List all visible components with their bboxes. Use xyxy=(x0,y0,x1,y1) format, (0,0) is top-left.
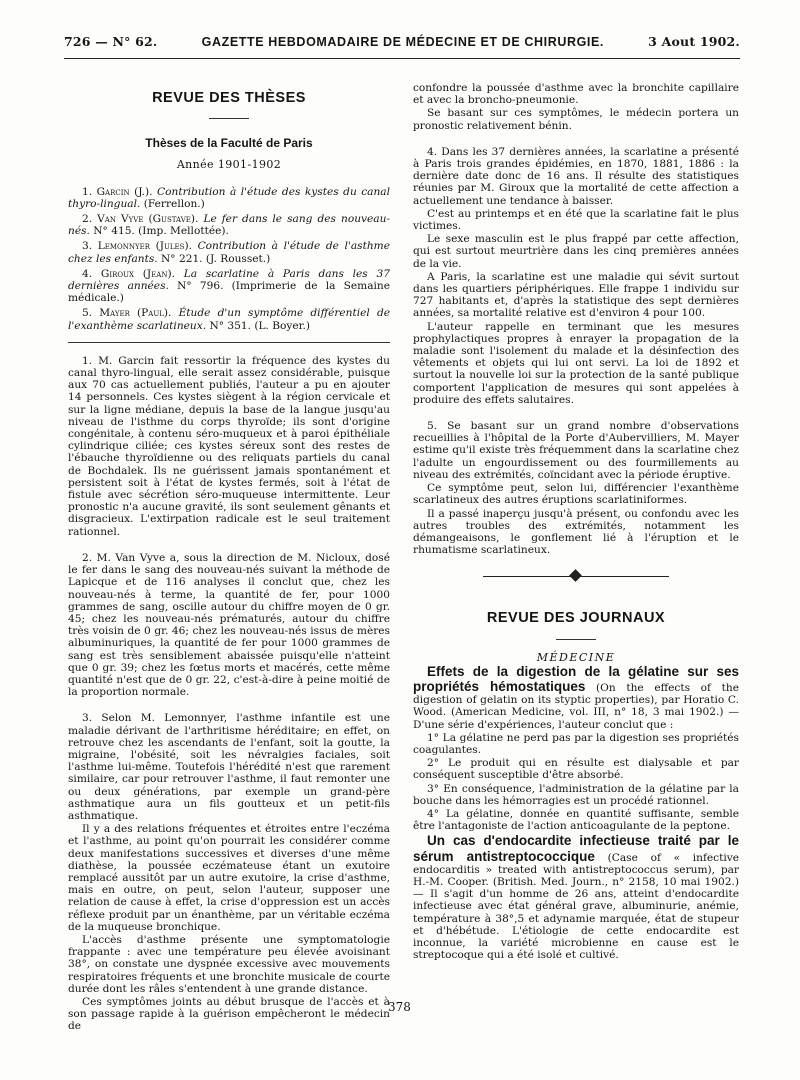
diamond-ornament-icon xyxy=(569,569,582,582)
thesis-item: 1. Garcin (J.). Contribution à l'étude des kystes du canal thyro-lingual. (Ferrellon.) xyxy=(68,185,391,210)
body-paragraph: Le sexe masculin est le plus frappé par cette affection, qui est surtout meurtrière dans les cinq premières années de la vie. xyxy=(413,233,739,270)
list-divider xyxy=(68,342,390,343)
folio-number: 378 xyxy=(388,1000,411,1014)
year-line: Année 1901-1902 xyxy=(176,158,282,172)
article-gelatine xyxy=(413,664,739,731)
rubric-medecine: MÉDECINE xyxy=(536,650,616,664)
article-lead: (Case of « infective endocarditis » treated with antistreptococcus serum), par H.-M. Cooper. (British. Med. Journ., n° 2158, 10 mai 1902.) — Il s'agit d'un homme de 26 ans, atteint d'endocardite infectieuse avec état général grave, albuminurie, anémie, température à 38°,5 et adynamie marquée, état de stupeur et d'hébétude. L'étiologie de cette endocardite est inconnue, la variété microbienne en cause est le streptocoque qui a été isolé et cultivé. xyxy=(413,851,739,962)
body-paragraph: Il a passé inaperçu jusqu'à présent, ou confondu avec les autres troubles des extrémités, notamment les démangeaisons, le gonflement lié à l'éruption et le rhumatisme scarlatineux. xyxy=(413,507,739,557)
thesis-list xyxy=(68,186,390,332)
journal-title: GAZETTE HEBDOMADAIRE DE MÉDECINE ET DE CHIRURGIE. xyxy=(201,35,604,49)
title-rule xyxy=(209,118,249,119)
article-lead: (On the effects of the digestion of gelatin on its styptic properties), par Horatio C. Wood. (American Medicine, vol. III, n° 18, 3 mai 1902.) — D'une série d'expériences, l'auteur conclut que : xyxy=(413,681,739,731)
body-paragraph: L'auteur rappelle en terminant que les mesures prophylactiques propres à enrayer la propagation de la maladie sont l'isolement du malade et la désinfection des vêtements et objets qui lui ont servi. La loi de 1892 et surtout la nouvelle loi sur la protection de la santé publique comportent l'application de mesures qui sont appelées à produire des effets salutaires. xyxy=(413,320,739,406)
section-title-journaux: REVUE DES JOURNAUX xyxy=(486,610,666,627)
title-rule xyxy=(556,639,596,640)
thesis-item: 2. Van Vyve (Gustave). Le fer dans le sang des nouveau-nés. N° 415. (Imp. Mellottée). xyxy=(68,213,390,238)
running-head xyxy=(64,34,740,49)
list-item: 1° La gélatine ne perd pas par la digestion ses propriétés coagulantes. xyxy=(413,731,739,756)
page-number-issue: 726 — N° 62. xyxy=(64,34,158,49)
body-paragraph: L'accès d'asthme présente une symptomatologie frappante : avec une température peu élevée avoisinant 38°, on constate une dyspnée excessive avec mouvements respiratoires fréquents et une bronchite musicale de courte durée dont les râles s'entendent à une grande distance. xyxy=(68,933,390,995)
body-paragraph: Se basant sur ces symptômes, le médecin portera un pronostic relativement bénin. xyxy=(413,107,739,132)
thesis-item: 3. Lemonnyer (Jules). Contribution à l'étude de l'asthme chez les enfants. N° 221. (J. Rousset.) xyxy=(68,240,390,265)
body-paragraph: Ces symptômes joints au début brusque de l'accès et à son passage rapide à la guérison empêcheront le médecin de xyxy=(68,996,390,1033)
thesis-item: 5. Mayer (Paul). Étude d'un symptôme différentiel de l'exanthème scarlatineux. N° 351. (L. Boyer.) xyxy=(68,307,391,332)
section-ornament xyxy=(413,566,739,586)
body-paragraph: 4. Dans les 37 dernières années, la scarlatine a présenté à Paris trois grandes épidémies, en 1870, 1881, 1886 : la dernière date donc de 16 ans. Il résulte des statistiques réunies par M. Giroux que la mortalité de cette affection a actuellement une tendance à baisser. xyxy=(413,145,739,207)
body-paragraph: confondre la poussée d'asthme avec la bronchite capillaire et avec la broncho-pneumonie. xyxy=(413,82,739,107)
list-item: 3° En conséquence, l'administration de la gélatine par la bouche dans les hémorragies est un procédé rationnel. xyxy=(413,782,739,807)
body-paragraph: 5. Se basant sur un grand nombre d'observations recueillies à l'hôpital de la Porte d'Aubervilliers, M. Mayer estime qu'il existe très fréquemment dans la scarlatine chez l'adulte un engourdissement ou des fourmillements au niveau des extrémités, coïncidant avec la période éruptive. xyxy=(413,420,739,481)
article-endocardite xyxy=(413,833,739,961)
body-paragraph: Il y a des relations fréquentes et étroites entre l'eczéma et l'asthme, au point qu'on pourrait les considérer comme deux manifestations successives et diverses d'une même diathèse, la poussée eczémateuse étant un exutoire remplacé aussitôt par un autre exutoire, la crise d'asthme, mais en outre, on peut, selon l'auteur, supposer une relation de cause à effet, la crise d'oppression est un accès réflexe produit par un énanthème, par un véritable eczéma de la muqueuse bronchique. xyxy=(68,823,390,933)
article-headline: Un cas d'endocardite infectieuse traité par le sérum antistreptococcique xyxy=(413,833,739,864)
right-column xyxy=(413,82,739,961)
body-paragraph: 3. Selon M. Lemonnyer, l'asthme infantile est une maladie dérivant de l'arthritisme héréditaire; en effet, on retrouve chez les ascendants de l'enfant, soit la goutte, la migraine, l'obésité, soit les névralgies faciales, soit l'asthme lui-même. Toutefois l'hérédité n'est que rarement similaire, car pour retrouver l'asthme, il faut remonter une ou deux générations, par exemple un grand-père asthmatique aura un fils goutteux et un petit-fils asthmatique. xyxy=(68,712,390,822)
thesis-item: 4. Giroux (Jean). La scarlatine à Paris dans les 37 dernières années. N° 796. (Imprimerie de la Semaine médicale.) xyxy=(68,267,390,305)
issue-date: 3 Aout 1902. xyxy=(648,34,740,49)
body-paragraph: Ce symptôme peut, selon lui, différencier l'exanthème scarlatineux des autres éruptions scarlatiniformes. xyxy=(413,482,739,507)
left-column xyxy=(68,84,390,1033)
section-title-theses: REVUE DES THÈSES xyxy=(152,90,306,106)
body-paragraph: C'est au printemps et en été que la scarlatine fait le plus victimes. xyxy=(413,207,739,233)
body-paragraph: 2. M. Van Vyve a, sous la direction de M. Nicloux, dosé le fer dans le sang des nouveau-nés suivant la méthode de Lapicque et de 116 analyses il conclut que, chez les nouveau-nés à terme, la quantité de fer, pour 1000 grammes de sang, oscille autour du chiffre moyen de 0 gr. 45; chez les nouveau-nés prématurés, autour du chiffre très voisin de 0 gr. 46; chez les nouveau-nés issus de mères albuminuriques, la quantité de fer pour 1000 grammes de sang est très sensiblement abaissée puisqu'elle n'atteint que 0 gr. 39; chez les fœtus morts et macérés, cette même quantité n'est que de 0 gr. 22, c'est-à-dire à peine moitié de la proportion normale. xyxy=(68,551,390,699)
article-headline: Effets de la digestion de la gélatine sur ses propriétés hémostatiques xyxy=(413,663,739,694)
list-item: 2° Le produit qui en résulte est dialysable et par conséquent susceptible d'être absorbé. xyxy=(413,757,739,782)
header-rule xyxy=(64,58,740,59)
body-paragraph: 1. M. Garcin fait ressortir la fréquence des kystes du canal thyro-lingual, elle serait assez considérable, puisque aux 70 cas actuellement publiés, l'auteur a pu en ajouter 14 personnels. Ces kystes siègent à la région cervicale et sur la ligne médiane, depuis la base de la langue jusqu'au niveau de l'isthme du corps thyroïde; ils sont d'origine congénitale, à contenu séro-muqueux et à paroi épithéliale cylindrique ciliée; ces kystes séreux sont des restes de l'ébauche thyroïdienne ou des reliquats partiels du canal de Bochdalek. Ils ne guérissent jamais spontanément et persistent soit à l'état de kystes fermés, soit à l'état de fistule avec sécrétion séro-muqueuse intermittente. Leur pronostic n'a aucune gravité, ils sont seulement gênants et disgracieux. L'extirpation radicale est le seul traitement rationnel. xyxy=(68,354,390,538)
body-paragraph: A Paris, la scarlatine est une maladie qui sévit surtout dans les quartiers périphériques. Elle frappe 1 individu sur 727 habitants et, d'après la statistique des sept dernières années, sa mortalité relative est d'environ 4 pour 100. xyxy=(413,270,739,320)
subsection-title: Thèses de la Faculté de Paris xyxy=(145,136,313,151)
list-item: 4° La gélatine, donnée en quantité suffisante, semble être l'antagoniste de l'action anticoagulante de la peptone. xyxy=(413,807,739,833)
